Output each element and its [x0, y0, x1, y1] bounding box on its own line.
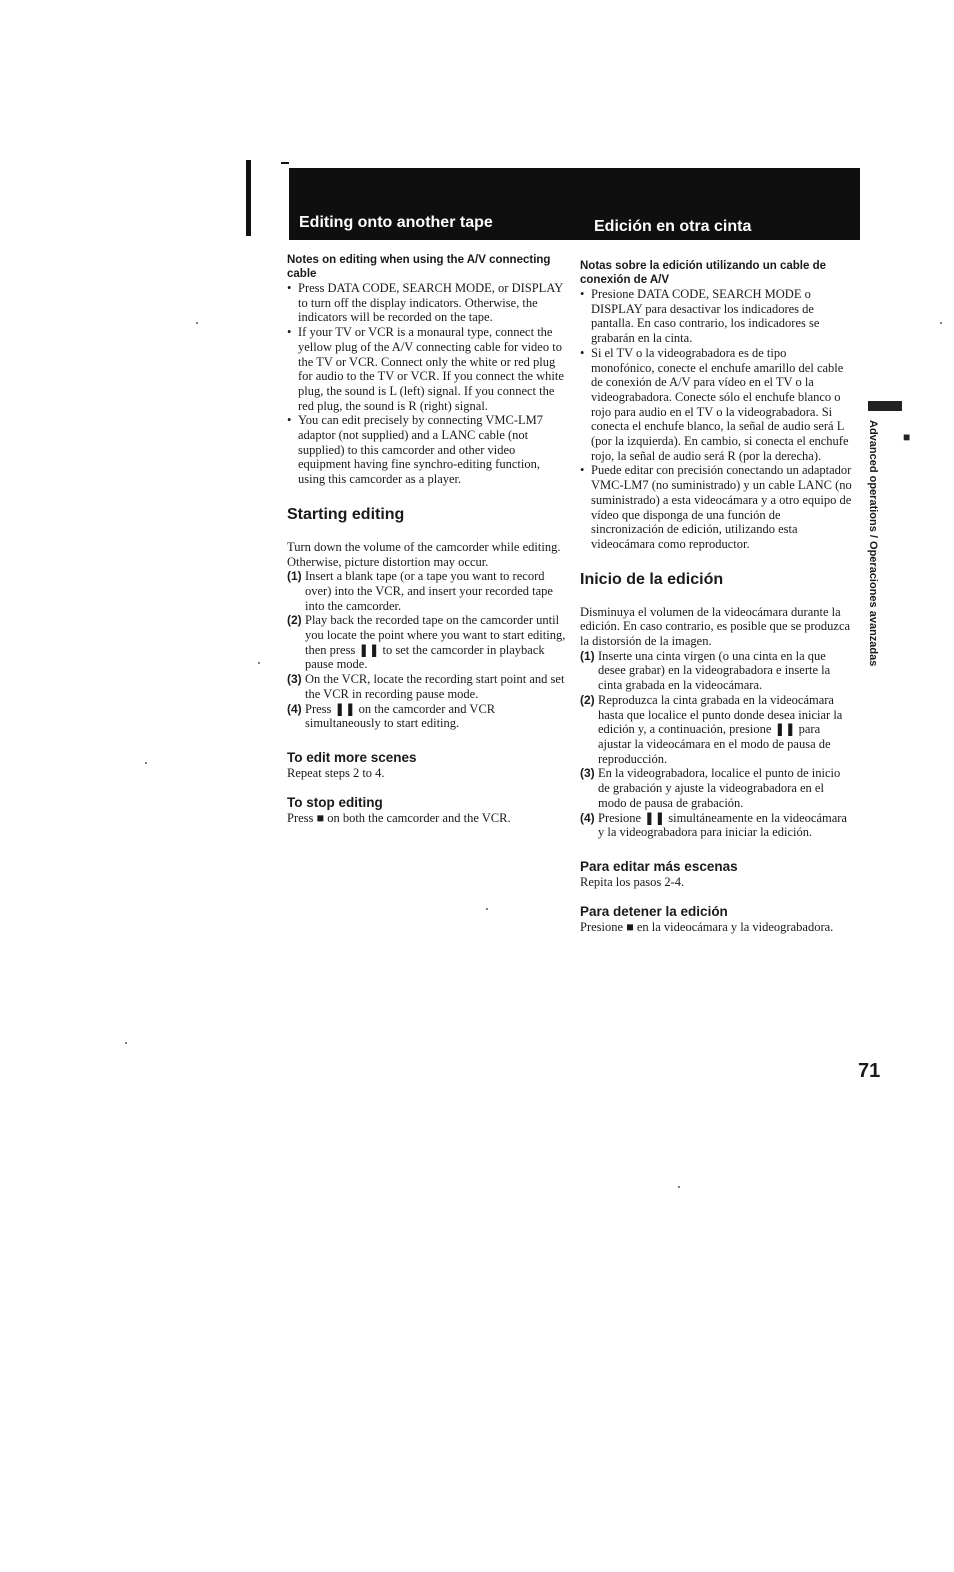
step-number: (4) — [287, 701, 302, 716]
notes-list-en — [287, 281, 569, 487]
more-scenes-title-en: To edit more scenes — [287, 749, 417, 765]
note-item-en: • If your TV or VCR is a monaural type, connect the yellow plug of the A/V connecting cable for video to the TV or VCR. Connect only the white or red plug for audio to the TV or VCR. If you connect the white plug, the sound is L (left) signal. If you connect the red plug, the sound is R (right) signal. — [287, 325, 569, 413]
step-number: (2) — [580, 692, 595, 707]
scan-speck — [125, 1042, 127, 1044]
scan-speck — [486, 908, 488, 910]
scan-speck — [145, 762, 147, 764]
intro-es: Disminuya el volumen de la videocámara durante la edición. En caso contrario, es posible que se produzca la distorsión de la imagen. — [580, 604, 851, 649]
notes-list-es — [580, 287, 852, 552]
step-number: (1) — [287, 569, 302, 584]
english-column — [287, 253, 569, 825]
step-number: (3) — [580, 766, 595, 781]
notes-title-en: Notes on editing when using the A/V connecting cable — [287, 254, 551, 280]
header-title-es: Edición en otra cinta — [594, 218, 752, 235]
stop-editing-title-es: Para detener la edición — [580, 903, 728, 919]
more-scenes-text-es: Repita los pasos 2-4. — [580, 874, 685, 889]
page-number: 71 — [858, 1060, 881, 1082]
stop-editing-title-en: To stop editing — [287, 794, 383, 810]
step-number: (4) — [580, 810, 595, 825]
more-scenes-text-en: Repeat steps 2 to 4. — [287, 765, 385, 780]
step-text: Reproduzca la cinta grabada en la videocámara hasta que localice el punto donde desea iniciar la edición y, a continuación, presione ❚❚ para ajustar la videocámara en el modo de pausa de reproducción. — [598, 692, 843, 766]
steps-list-en — [287, 569, 569, 731]
step-item-en — [287, 613, 569, 672]
left-edge-bar — [246, 160, 251, 236]
side-tab — [862, 420, 884, 668]
notes-title-es: Notas sobre la edición utilizando un cable de conexión de A/V — [580, 260, 827, 286]
side-tab-label: Advanced operations / Operaciones avanzadas — [867, 420, 879, 667]
step-item-en — [287, 569, 569, 613]
section-header-band — [289, 168, 860, 240]
step-text: En la videograbadora, localice el punto de inicio de grabación y ajuste la videograbadora en el modo de pausa de grabación. — [598, 766, 841, 810]
step-text: Inserte una cinta virgen (o una cinta en la que desee grabar) en la videograbadora e inserte la cinta grabada en la videocámara. — [598, 648, 831, 693]
step-number: (2) — [287, 613, 302, 628]
side-tab-glyph-icon: ■ — [903, 430, 911, 444]
steps-list-es — [580, 649, 852, 840]
note-item-es: • Puede editar con precisión conectando un adaptador VMC-LM7 (no suministrado) y un cable LANC (no suministrado) a esta videocámara y a otro equipo de vídeo que disponga de una función de sincronización de edición, utilizando esta videocámara como reproductor. — [580, 463, 852, 551]
scan-speck — [196, 322, 198, 324]
note-item-es: • Si el TV o la videograbadora es de tipo monofónico, conecte el enchufe amarillo del cable de conexión de A/V para vídeo en el TV o la videograbadora. Conecte sólo el enchufe blanco o rojo para audio en el TV o la videograbadora. Si conecta el enchufe blanco, la señal de audio será L (por la izquierda). En cambio, si conecta el enchufe rojo, la señal de audio será R (por la derecha). — [580, 346, 852, 464]
note-item-en: • Press DATA CODE, SEARCH MODE, or DISPLAY to turn off the display indicators. Otherwise, the indicators will be recorded on the tape. — [287, 281, 569, 325]
step-item-es — [580, 693, 852, 767]
step-text: On the VCR, locate the recording start point and set the VCR in recording pause mode. — [305, 672, 565, 701]
spanish-column — [580, 259, 852, 934]
step-number: (1) — [580, 648, 595, 663]
header-title-en: Editing onto another tape — [299, 214, 493, 231]
scan-speck — [940, 322, 942, 324]
step-number: (3) — [287, 672, 302, 687]
note-item-en: • You can edit precisely by connecting VMC-LM7 adaptor (not supplied) and a LANC cable (not supplied) to this camcorder and other video equipment having fine synchro-editing function, using this camcorder as a player. — [287, 413, 569, 487]
intro-en: Turn down the volume of the camcorder while editing. Otherwise, picture distortion may occur. — [287, 539, 561, 569]
section-title-es: Inicio de la edición — [580, 570, 724, 588]
section-title-en: Starting editing — [287, 505, 405, 523]
step-text: Play back the recorded tape on the camcorder until you locate the point where you want to start editing, then press ❚❚ to set the camcorder in playback pause mode. — [305, 613, 566, 672]
step-item-en — [287, 702, 569, 731]
step-text: Press ❚❚ on the camcorder and VCR simultaneously to start editing. — [305, 701, 496, 731]
stop-editing-text-es: Presione ■ en la videocámara y la videograbadora. — [580, 919, 834, 934]
step-text: Insert a blank tape (or a tape you want to record over) into the VCR, and insert your recorded tape into the camcorder. — [305, 569, 553, 613]
scan-speck — [678, 1186, 680, 1188]
step-item-es — [580, 811, 852, 840]
side-tab-marker — [868, 401, 902, 411]
more-scenes-title-es: Para editar más escenas — [580, 858, 738, 874]
stop-editing-text-en: Press ■ on both the camcorder and the VCR. — [287, 810, 511, 825]
note-item-es: • Presione DATA CODE, SEARCH MODE o DISPLAY para desactivar los indicadores de pantalla. En caso contrario, los indicadores se grabarán en la cinta. — [580, 287, 852, 346]
scan-speck — [258, 662, 260, 664]
step-text: Presione ❚❚ simultáneamente en la videocámara y la videograbadora para iniciar la edición. — [598, 810, 847, 840]
step-item-es — [580, 649, 852, 693]
left-edge-tick — [281, 162, 289, 164]
step-item-en — [287, 672, 569, 701]
step-item-es — [580, 766, 852, 810]
